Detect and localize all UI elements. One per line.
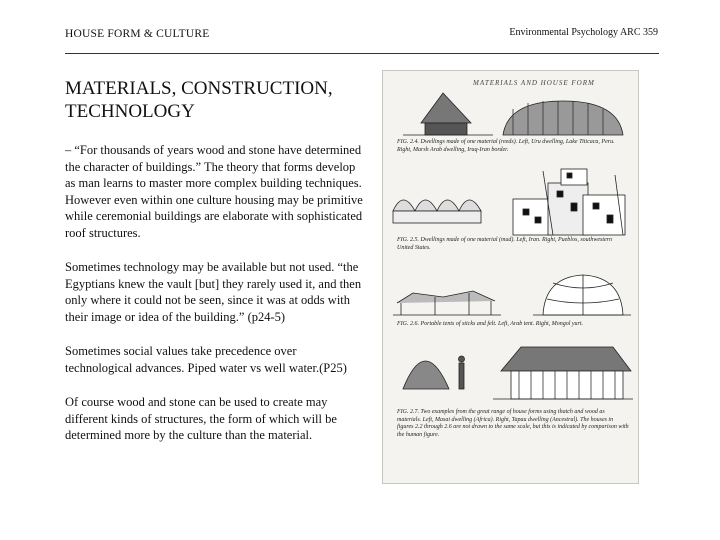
figure-caption-2-4: FIG. 2.4. Dwellings made of one material (reeds). Left, Uru dwelling, Lake Titicaca, Peru. Right, Marsh Arab dwelling, Iraq-Iran border. [397, 139, 615, 153]
tent-sketch [393, 275, 631, 315]
paragraph-4: Of course wood and stone can be used to create may different kinds of structures, the form of which will be determined more by the culture than the material. [65, 395, 337, 442]
reed-dwelling-sketch [403, 93, 623, 135]
paragraph-1: – “For thousands of years wood and stone have determined the character of buildings.” The theory that forms develop as man learns to master more complex building techniques. However even within one culture housing may be primitive while ceremonial buildings are elaborate with sophisticated roof structures. [65, 143, 363, 240]
slide-title: MATERIALS, CONSTRUCTION, TECHNOLOGY [65, 78, 333, 122]
body-text [65, 142, 365, 462]
mud-dwelling-sketch [393, 169, 625, 235]
figure-caption-2-7: FIG. 2.7. Two examples from the great range of house forms using thatch and wood as materials. Left, Masai dwelling (Africa). Right, Tapau dwelling (Ancestral). The houses in figures 2.2 through 2.6 are not drawn to the same scale, but this is indicated by comparison with the human figure. [397, 409, 629, 438]
header-divider [65, 53, 659, 54]
figure-caption-2-5: FIG. 2.5. Dwellings made of one material (mud). Left, Iran. Right, Pueblos, southwestern United States. [397, 237, 612, 251]
thatch-dwelling-sketch [403, 347, 633, 399]
figure-caption-2-6: FIG. 2.6. Portable tents of sticks and felt. Left, Arab tent. Right, Mongol yurt. [397, 321, 584, 327]
header-course-code: Environmental Psychology ARC 359 [509, 27, 658, 38]
scanned-figure-image [382, 70, 639, 484]
paragraph-3: Sometimes social values take precedence over technological advances. Piped water vs well water.(P25) [65, 344, 347, 375]
figure-heading: MATERIALS AND HOUSE FORM [473, 79, 595, 87]
paragraph-2: Sometimes technology may be available but not used. “the Egyptians knew the vault [but] they rarely used it, and then only where it could not be seen, since it was at odds with their image or idea of the building.” (p24-5) [65, 260, 362, 324]
header-course-topic: HOUSE FORM & CULTURE [65, 28, 210, 40]
